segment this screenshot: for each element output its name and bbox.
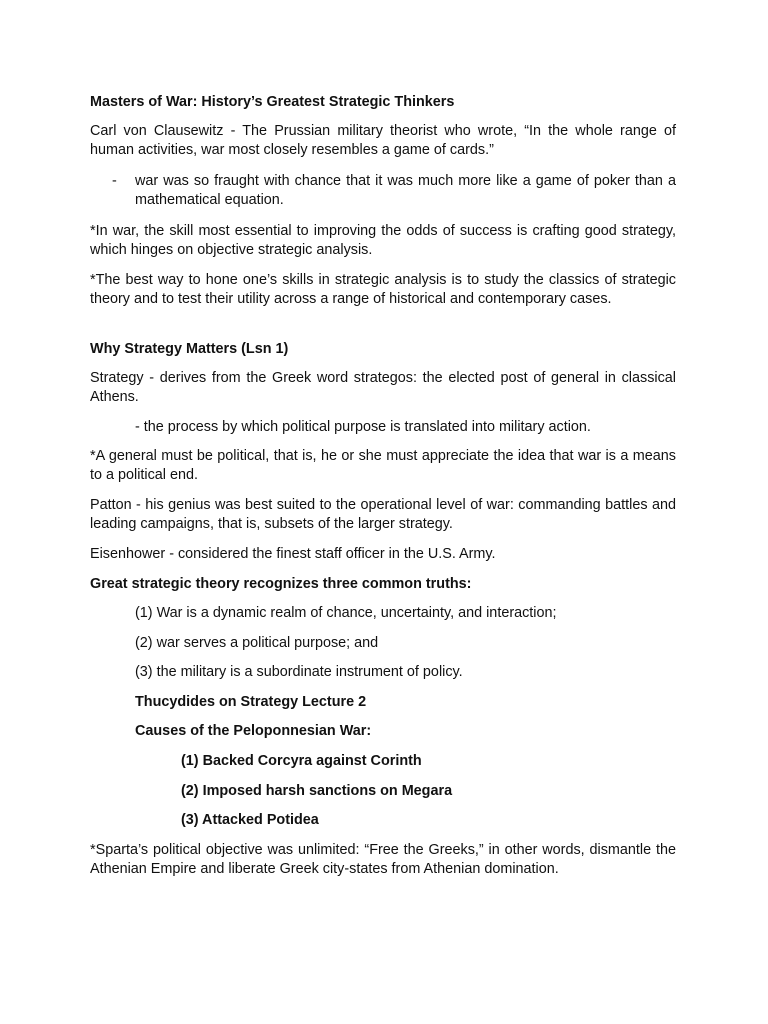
paragraph-skill: *In war, the skill most essential to improving the odds of success is crafting good strategy, which hinges on objective strategic analysis.	[90, 223, 676, 259]
paragraph-clausewitz: Carl von Clausewitz - The Prussian military theorist who wrote, “In the whole range of human activities, war most closely resembles a game of cards.”	[90, 123, 676, 159]
truth-item: (2) war serves a political purpose; and	[135, 635, 379, 651]
cause-item: (1) Backed Corcyra against Corinth	[181, 753, 422, 769]
truth-item: (1) War is a dynamic realm of chance, uncertainty, and interaction;	[135, 605, 557, 621]
paragraph-best-way: *The best way to hone one’s skills in strategic analysis is to study the classics of strategic theory and to test their utility across a range of historical and contemporary cases.	[90, 272, 676, 308]
cause-item: (3) Attacked Potidea	[181, 812, 319, 828]
document-title: Masters of War: History’s Greatest Strategic Thinkers	[90, 94, 455, 110]
paragraph-eisenhower: Eisenhower - considered the finest staff officer in the U.S. Army.	[90, 546, 496, 562]
paragraph-strategy-process: - the process by which political purpose is translated into military action.	[135, 419, 591, 435]
section-heading-causes: Causes of the Peloponnesian War:	[135, 723, 372, 739]
section-heading-why-strategy: Why Strategy Matters (Lsn 1)	[90, 341, 289, 357]
bullet-marker: -	[112, 173, 117, 189]
paragraph-general-political: *A general must be political, that is, he or she must appreciate the idea that war is a means to a political end.	[90, 448, 676, 484]
bullet-item: war was so fraught with chance that it was much more like a game of poker than a mathematical equation.	[135, 173, 676, 209]
cause-item: (2) Imposed harsh sanctions on Megara	[181, 783, 453, 799]
truth-item: (3) the military is a subordinate instrument of policy.	[135, 664, 463, 680]
section-heading-three-truths: Great strategic theory recognizes three common truths:	[90, 576, 472, 592]
paragraph-patton: Patton - his genius was best suited to the operational level of war: commanding battles and leading campaigns, that is, subsets of the larger strategy.	[90, 497, 676, 533]
section-heading-thucydides: Thucydides on Strategy Lecture 2	[135, 694, 367, 710]
paragraph-sparta: *Sparta’s political objective was unlimited: “Free the Greeks,” in other words, dismantle the Athenian Empire and liberate Greek city-states from Athenian domination.	[90, 842, 676, 878]
paragraph-strategy-definition: Strategy - derives from the Greek word strategos: the elected post of general in classical Athens.	[90, 370, 676, 406]
